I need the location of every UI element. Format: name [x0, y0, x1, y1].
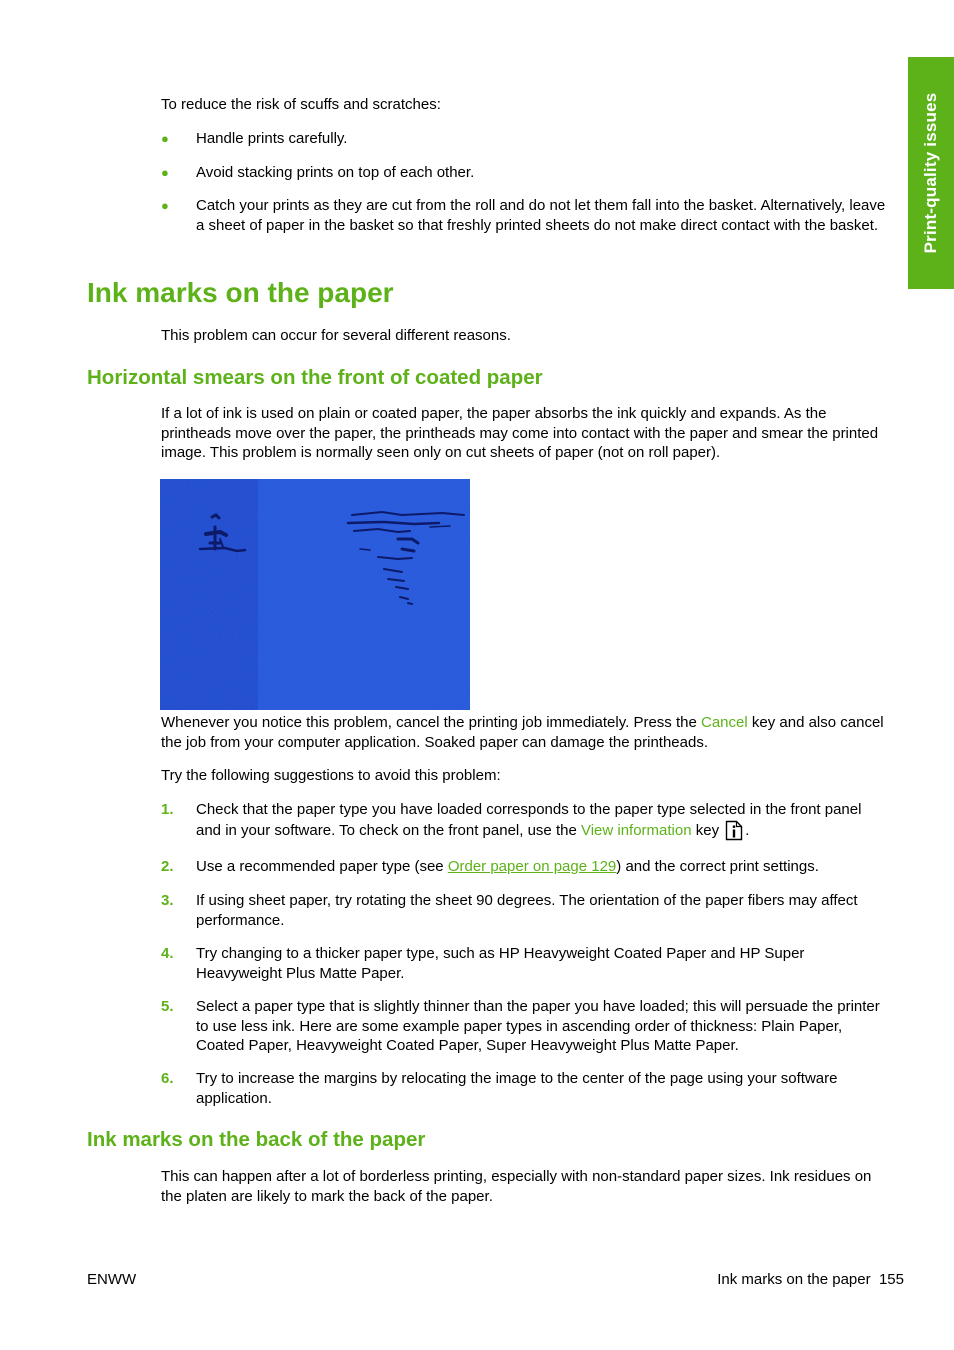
side-tab: [908, 57, 954, 289]
try-suggestions-text: Try the following suggestions to avoid this problem:: [161, 767, 501, 784]
intro-text: To reduce the risk of scuffs and scratches:: [161, 96, 441, 113]
step-number: 1.: [161, 801, 174, 818]
step-number: 6.: [161, 1070, 174, 1087]
smears-paragraph: If a lot of ink is used on plain or coated paper, the paper absorbs the ink quickly and expands. As the printheads move over the paper, the printheads may come into contact with the paper and smear the printed image. This problem is normally seen only on cut sheets of paper (not on roll paper).: [161, 405, 879, 461]
step2-text-a: Use a recommended paper type (see: [196, 858, 448, 875]
bullet-item: [161, 163, 886, 183]
back-marks-paragraph: This can happen after a lot of borderless printing, especially with non-standard paper sizes. Ink residues on the platen are likely to mark the back of the paper.: [161, 1168, 872, 1205]
bullet-text: Handle prints carefully.: [196, 130, 348, 147]
step-text: If using sheet paper, try rotating the sheet 90 degrees. The orientation of the paper fibers may affect performance.: [196, 892, 858, 929]
step-item: [161, 891, 886, 930]
step-item: [161, 997, 886, 1056]
bullet-icon: ●: [161, 131, 169, 146]
step-text: Try to increase the margins by relocating the image to the center of the page using your software application.: [196, 1070, 838, 1107]
step-number: 5.: [161, 998, 174, 1015]
bullet-icon: ●: [161, 198, 169, 213]
info-key-icon: [725, 820, 743, 841]
step-item: [161, 800, 886, 841]
step-item: [161, 857, 886, 877]
step1-text-a: Check that the paper type you have loaded corresponds to the paper type selected in the front panel and in your software. To check on the front panel, use the: [196, 801, 862, 839]
step-item: [161, 1069, 886, 1108]
page-number: 155: [878, 1271, 904, 1288]
cancel-key-label: Cancel: [701, 714, 748, 731]
cancel-text-b: key and also cancel the job from your computer application. Soaked paper can damage the printheads.: [161, 714, 884, 751]
step1-text-c: .: [745, 821, 750, 839]
section-title: Ink marks on the paper: [87, 277, 394, 308]
side-tab-label: Print-quality issues: [921, 92, 940, 254]
step-number: 3.: [161, 892, 174, 909]
step-item: [161, 944, 886, 983]
cancel-paragraph: [161, 713, 886, 752]
step-text: [196, 800, 886, 841]
section-intro: This problem can occur for several different reasons.: [161, 327, 511, 344]
footer-right: [717, 1271, 904, 1288]
view-information-key-label: View information: [580, 821, 692, 839]
footer-left: ENWW: [87, 1271, 137, 1288]
order-paper-link[interactable]: Order paper on page 129: [447, 858, 617, 875]
smeared-print-photo: [160, 479, 470, 710]
cancel-text-a: Whenever you notice this problem, cancel the printing job immediately. Press the: [161, 714, 701, 731]
step-text: Select a paper type that is slightly thinner than the paper you have loaded; this will persuade the printer to use less ink. Here are some example paper types in ascending order of thickness: Plain Paper, Coated Paper, Heavyweight Coated Paper, Super Heavyweight Plus Matte Paper.: [196, 998, 880, 1054]
step-number: 2.: [161, 858, 174, 875]
bullet-text: Avoid stacking prints on top of each other.: [196, 164, 475, 181]
bullet-icon: ●: [161, 165, 169, 180]
subheading-front-smears: Horizontal smears on the front of coated paper: [87, 366, 543, 389]
step2-text-b: ) and the correct print settings.: [616, 858, 819, 875]
bullet-text: Catch your prints as they are cut from the roll and do not let them fall into the basket. Alternatively, leave a sheet of paper in the basket so that freshly printed sheets do not make direct contact with the basket.: [196, 197, 886, 234]
step-text: [196, 857, 886, 877]
step-number: 4.: [161, 945, 174, 962]
step1-text-b: key: [691, 821, 724, 839]
bullet-item: [161, 196, 886, 235]
bullet-item: [161, 129, 886, 149]
subheading-back-marks: Ink marks on the back of the paper: [87, 1128, 426, 1151]
footer-title: Ink marks on the paper: [717, 1271, 871, 1288]
step-text: Try changing to a thicker paper type, such as HP Heavyweight Coated Paper and HP Super Heavyweight Plus Matte Paper.: [196, 945, 805, 982]
